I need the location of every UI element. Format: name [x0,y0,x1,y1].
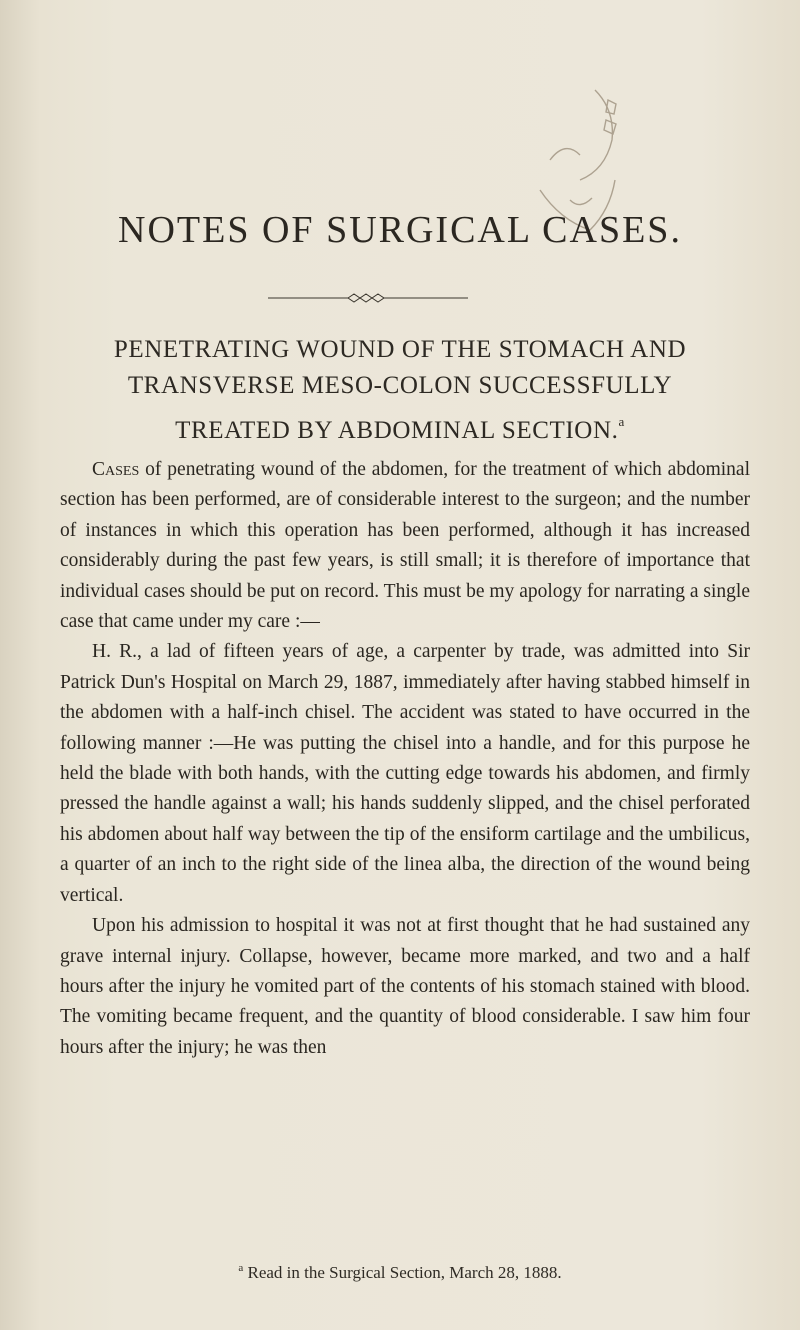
paragraph: Cases of penetrating wound of the abdomen, for the treatment of which abdominal section has been performed, are of considerable interest to the surgeon; and the number of instances in which this operation has been performed, although it has increased considerably during the past few years, is still small; it is therefore of importance that individual cases should be put on record. This must be my apology for narrating a single case that came under my care :— [60,459,750,633]
article-title [70,332,730,449]
article-title-line: PENETRATING WOUND OF THE STOMACH AND [113,336,687,363]
footnote: $^a$ Read in the Surgical Section, March 28, 1888. [238,1262,562,1282]
ornamental-rule [268,292,468,304]
paragraph: Upon his admission to hospital it was not at first thought that he had sustained any grave internal injury. Collapse, however, became more marked, and two and a half hours after the injury he vomited part of the contents of his stomach stained with blood. The vomiting became frequent, and the quantity of blood considerable. I saw him four hours after the injury; he was then [60,915,750,1058]
article-title-line: TRANSVERSE MESO-COLON SUCCESSFULLY [127,372,673,399]
paragraph: H. R., a lad of fifteen years of age, a carpenter by trade, was admitted into Sir Patrick Dun's Hospital on March 29, 1887, immediately after having stabbed himself in the abdomen with a half-inch chisel. The accident was stated to have occurred in the following manner :—He was putting the chisel into a handle, and for this purpose he held the blade with both hands, with the cutting edge towards his abdomen, and firmly pressed the handle against a wall; his hands suddenly slipped, and the chisel perforated his abdomen about half way between the tip of the ensiform cartilage and the umbilicus, a quarter of an inch to the right side of the linea alba, the direction of the wound being vertical. [60,641,750,906]
first-word: Cases [92,459,140,480]
footnote-mark: a [238,1262,244,1274]
footnote-marker: a [618,414,625,429]
article-title-line: TREATED BY ABDOMINAL SECTION.$^a$ [175,414,625,444]
running-title: NOTES OF SURGICAL CASES. [118,209,682,251]
article-body [60,455,750,1063]
